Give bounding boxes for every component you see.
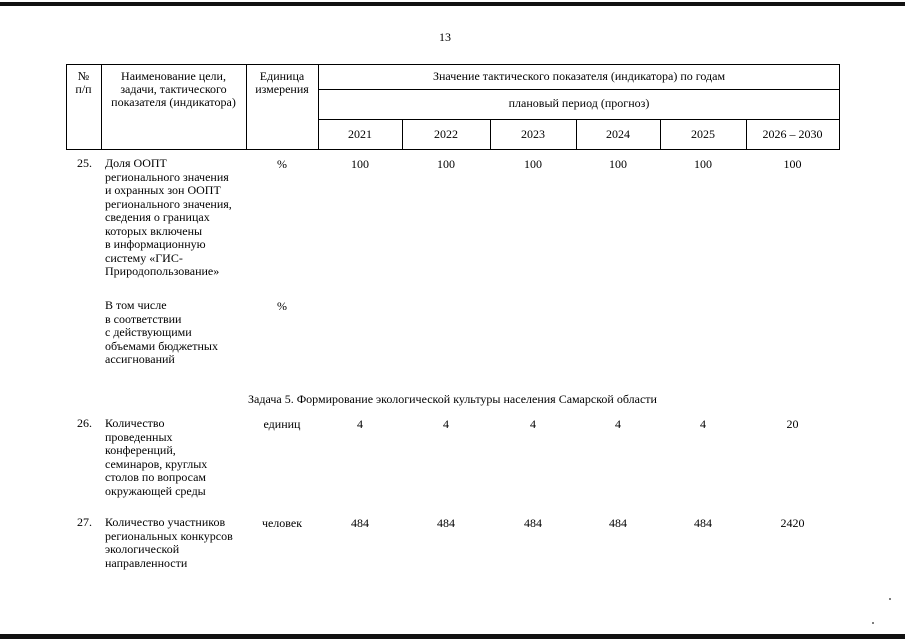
header-bottom-line — [66, 149, 840, 150]
row-value-2026-2030: 2420 — [780, 516, 805, 530]
header-year-2026-2030: 2026 – 2030 — [762, 127, 823, 141]
row-value-2021: 4 — [357, 417, 363, 431]
header-unit: Единица измерения — [255, 69, 309, 96]
header-line-years — [318, 119, 840, 120]
top-border-bar — [0, 2, 905, 6]
row-unit: % — [277, 157, 287, 171]
bottom-border-bar — [0, 634, 905, 639]
row-value-2026-2030: 20 — [786, 417, 799, 431]
scan-speck — [889, 598, 891, 600]
task-5-heading: Задача 5. Формирование экологической культуры населения Самарской области — [248, 392, 657, 406]
header-value-group: Значение тактического показателя (индикатора) по годам — [432, 69, 726, 83]
row-name: Доля ООПТ регионального значения и охранных зон ООПТ регионального значения, сведения о границах которых включены в информационную систему «ГИС- Природопользование» — [105, 156, 232, 278]
header-year-2022: 2022 — [434, 127, 458, 141]
header-plan-period: плановый период (прогноз) — [508, 96, 650, 110]
header-year-2021: 2021 — [348, 127, 372, 141]
row-value-2025: 4 — [700, 417, 706, 431]
header-top-line — [66, 64, 840, 65]
row-number: 25. — [77, 156, 92, 170]
row-value-2023: 100 — [524, 157, 542, 171]
row-value-2022: 100 — [437, 157, 455, 171]
header-year-2025: 2025 — [691, 127, 715, 141]
row-name: Количество проведенных конференций, семинаров, круглых столов по вопросам окружающей среды — [105, 416, 208, 498]
row-value-2023: 4 — [530, 417, 536, 431]
row-value-2025: 100 — [694, 157, 712, 171]
row-value-2026-2030: 100 — [783, 157, 802, 171]
row-value-2024: 484 — [609, 516, 627, 530]
row-unit: человек — [261, 516, 303, 530]
row-value-2023: 484 — [524, 516, 542, 530]
row-name: В том числе в соответствии с действующими объемами бюджетных ассигнований — [105, 298, 218, 366]
header-year-2023: 2023 — [521, 127, 545, 141]
row-unit: единиц — [263, 417, 301, 431]
row-value-2025: 484 — [694, 516, 712, 530]
row-value-2022: 4 — [443, 417, 449, 431]
header-name: Наименование цели, задачи, тактического показателя (индикатора) — [111, 69, 236, 109]
row-value-2024: 100 — [609, 157, 627, 171]
row-value-2022: 484 — [437, 516, 455, 530]
row-number: 27. — [77, 515, 92, 529]
header-line-plan — [318, 89, 840, 90]
scan-speck — [872, 622, 874, 624]
page-number: 13 — [439, 30, 451, 44]
header-num: № п/п — [75, 69, 92, 96]
row-number: 26. — [77, 416, 92, 430]
row-unit: % — [277, 299, 287, 313]
row-value-2021: 484 — [351, 516, 369, 530]
row-value-2024: 4 — [615, 417, 621, 431]
row-name: Количество участников региональных конкурсов экологической направленности — [105, 515, 233, 570]
header-year-2024: 2024 — [606, 127, 630, 141]
row-value-2021: 100 — [351, 157, 369, 171]
